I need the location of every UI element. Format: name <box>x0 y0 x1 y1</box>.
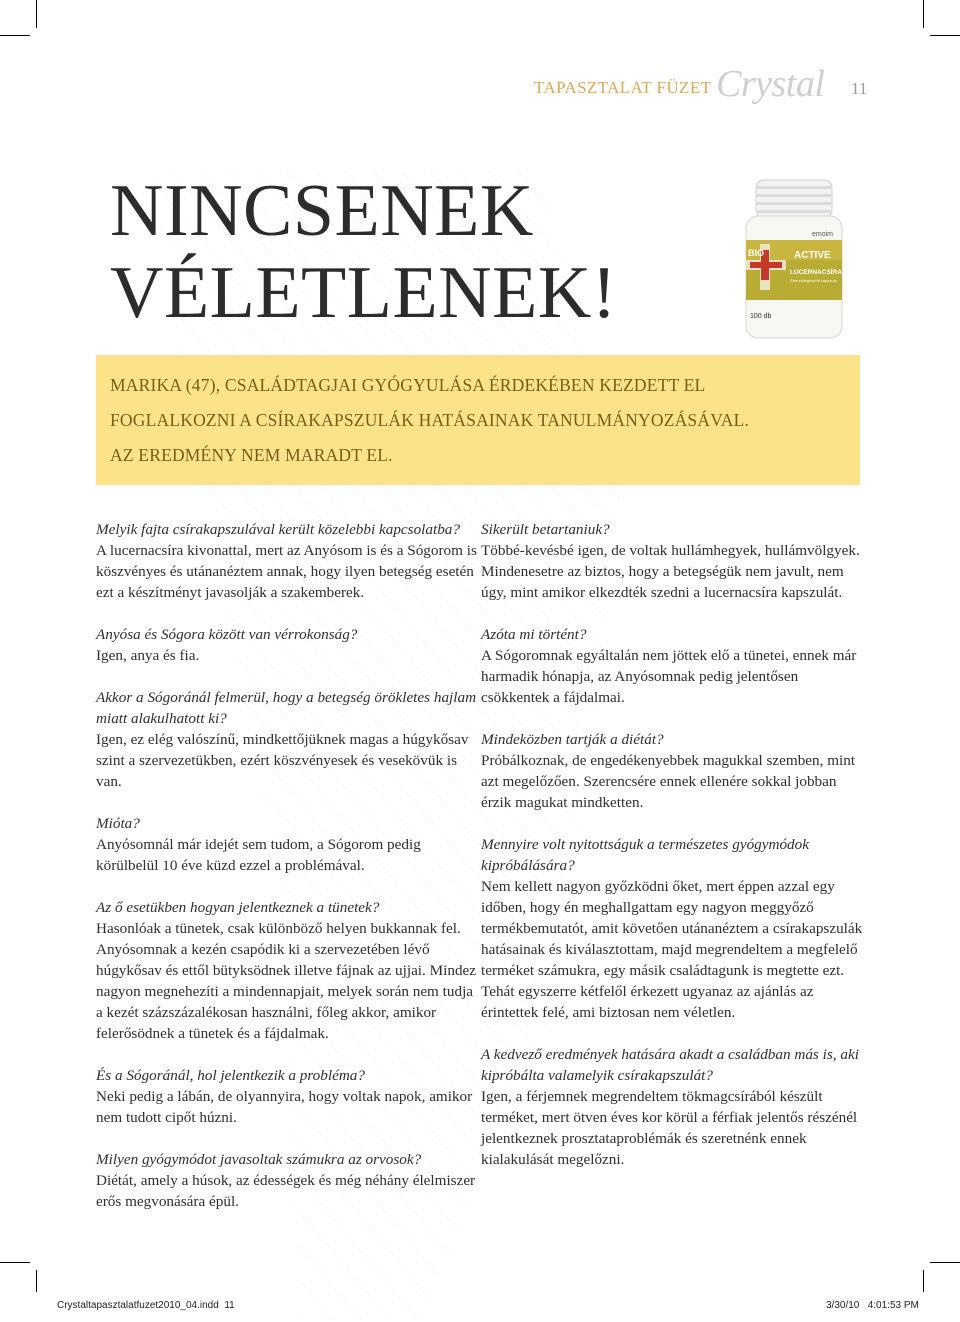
question: És a Sógoránál, hol jelentkezik a probléma? <box>96 1067 365 1084</box>
intro-line: AZ EREDMÉNY NEM MARADT EL. <box>110 445 393 465</box>
answer: Neki pedig a lábán, de olyannyira, hogy voltak napok, amikor nem tudott cipőt húzni. <box>96 1088 473 1126</box>
answer: Diétát, amely a húsok, az édességek és még néhány élelmiszer erős megvonására épül. <box>96 1172 476 1210</box>
header-series: TAPASZTALAT FÜZET <box>534 78 712 97</box>
question: Akkor a Sógoránál felmerül, hogy a betegség örökletes hajlam miatt alakulhatott ki? <box>96 689 477 727</box>
qa-block <box>96 1149 478 1212</box>
slug-filename <box>57 1300 235 1311</box>
interview-column-left <box>96 519 478 1233</box>
answer: Igen, a férjemnek megrendeltem tökmagcsírából készült terméket, mert ötven éves kor körül a férfiak jelentős részénél jelentkeznek prosztataproblémák és szeretnénk ennek kialakulását megelőzni. <box>481 1088 858 1168</box>
product-brand-small: emoim <box>812 231 834 238</box>
title-line: NINCSENEK <box>110 170 534 252</box>
slug-date: 3/30/10 <box>826 1300 860 1311</box>
answer: Hasonlóak a tünetek, csak különböző helyen bukkannak fel. Anyósomnak a kezén csapódik ki a szervezetében lévő húgykősav és ettől bütyksödnek illetve fájnak az ujjai. Mindez nagyon megnehezíti a mindennapjait, melyek során nem tudja a kezét százszázalékosan használni, főleg akkor, amikor felerősödnek a tünetek és a fájdalmak. <box>96 920 477 1042</box>
question: Azóta mi történt? <box>481 626 587 643</box>
header-brand-logo: Crystal <box>716 63 825 105</box>
qa-block <box>96 624 478 666</box>
product-subtitle: Étrendkiegészítő kapszula <box>790 278 837 283</box>
answer: Igen, ez elég valószínű, mindkettőjüknek magas a húgykősav szint a szervezetükben, ezért köszvényesek és vesekövük is van. <box>96 731 469 790</box>
product-label-active: ACTIVE <box>794 250 831 261</box>
answer: Többé-kevésbé igen, de voltak hullámhegyek, hullámvölgyek. Mindenesetre az biztos, hogy a betegségük nem javult, nem úgy, mint amikor elkezdték szedni a lucernacsíra kapszulát. <box>481 542 860 601</box>
qa-block <box>481 729 863 813</box>
page-title <box>110 170 750 334</box>
answer: Nem kellett nagyon győzködni őket, mert éppen azzal egy időben, hogy én meghallgattam egy nagyon meggyőző termékbemutatót, amit követően utánanéztem a csírakapszulák hatásainak és kiválasztottam, majd megrendeltem a megfelelő terméket számukra, egy másik családtagunk is megtette ezt. Tehát egyszerre kétfelől érkezett ugyanaz az ajánlás az érintettek felé, ami biztosan nem véletlen. <box>481 878 863 1021</box>
slug-time: 4:01:53 PM <box>867 1300 919 1311</box>
question: Melyik fajta csírakapszulával került közelebbi kapcsolatba? <box>96 521 460 538</box>
qa-block <box>481 834 863 1023</box>
question: Mennyire volt nyitottságuk a természetes gyógymódok kipróbálására? <box>481 836 809 874</box>
product-count: 100 db <box>750 313 772 320</box>
question: Az ő esetükben hogyan jelentkeznek a tünetek? <box>96 899 380 916</box>
qa-block <box>96 687 478 792</box>
product-jar-image <box>742 178 846 342</box>
question: Milyen gyógymódot javasoltak számukra az orvosok? <box>96 1151 422 1168</box>
product-label-bio: BIO <box>748 248 765 258</box>
question: A kedvező eredmények hatására akadt a családban más is, aki kipróbálta valamelyik csírakapszulát? <box>481 1046 859 1084</box>
question: Anyósa és Sógora között van vérrokonság? <box>96 626 358 643</box>
qa-block <box>96 1065 478 1128</box>
product-name: LUCERNACSÍRA <box>790 269 842 276</box>
qa-block <box>481 624 863 708</box>
qa-block <box>481 519 863 603</box>
answer: A lucernacsíra kivonattal, mert az Anyósom is és a Sógorom is köszvényes és utánanéztem annak, hogy ilyen betegség esetén ezt a készítményt javasolják a szakemberek. <box>96 542 477 601</box>
intro-line: FOGLALKOZNI A CSÍRAKAPSZULÁK HATÁSAINAK TANULMÁNYOZÁSÁVAL. <box>110 410 750 430</box>
slug-page: 11 <box>224 1300 235 1311</box>
question: Sikerült betartaniuk? <box>481 521 610 538</box>
intro-text <box>110 368 850 473</box>
slug-timestamp <box>826 1300 919 1311</box>
qa-block <box>96 813 478 876</box>
answer: Anyósomnál már idejét sem tudom, a Sógorom pedig körülbelül 10 éve küzd ezzel a problémával. <box>96 836 421 874</box>
qa-block <box>96 897 478 1044</box>
question: Mióta? <box>96 815 140 832</box>
intro-line: MARIKA (47), CSALÁDTAGJAI GYÓGYULÁSA ÉRDEKÉBEN KEZDETT EL <box>110 375 706 395</box>
answer: Próbálkoznak, de engedékenyebbek magukkal szemben, mint azt megelőzően. Szerencsére ennek ellenére sokkal jobban érzik magukat mindketten. <box>481 752 856 811</box>
qa-block <box>96 519 478 603</box>
slug-file: Crystaltapasztalatfuzet2010_04.indd <box>57 1300 219 1311</box>
interview-column-right <box>481 519 863 1191</box>
answer: A Sógoromnak egyáltalán nem jöttek elő a tünetei, ennek már harmadik hónapja, az Anyósomnak pedig jelentősen csökkentek a fájdalmai. <box>481 647 857 706</box>
question: Mindeközben tartják a diétát? <box>481 731 664 748</box>
answer: Igen, anya és fia. <box>96 647 200 664</box>
title-line: VÉLETLENEK! <box>110 252 617 334</box>
page-number: 11 <box>851 79 868 98</box>
qa-block <box>481 1044 863 1170</box>
